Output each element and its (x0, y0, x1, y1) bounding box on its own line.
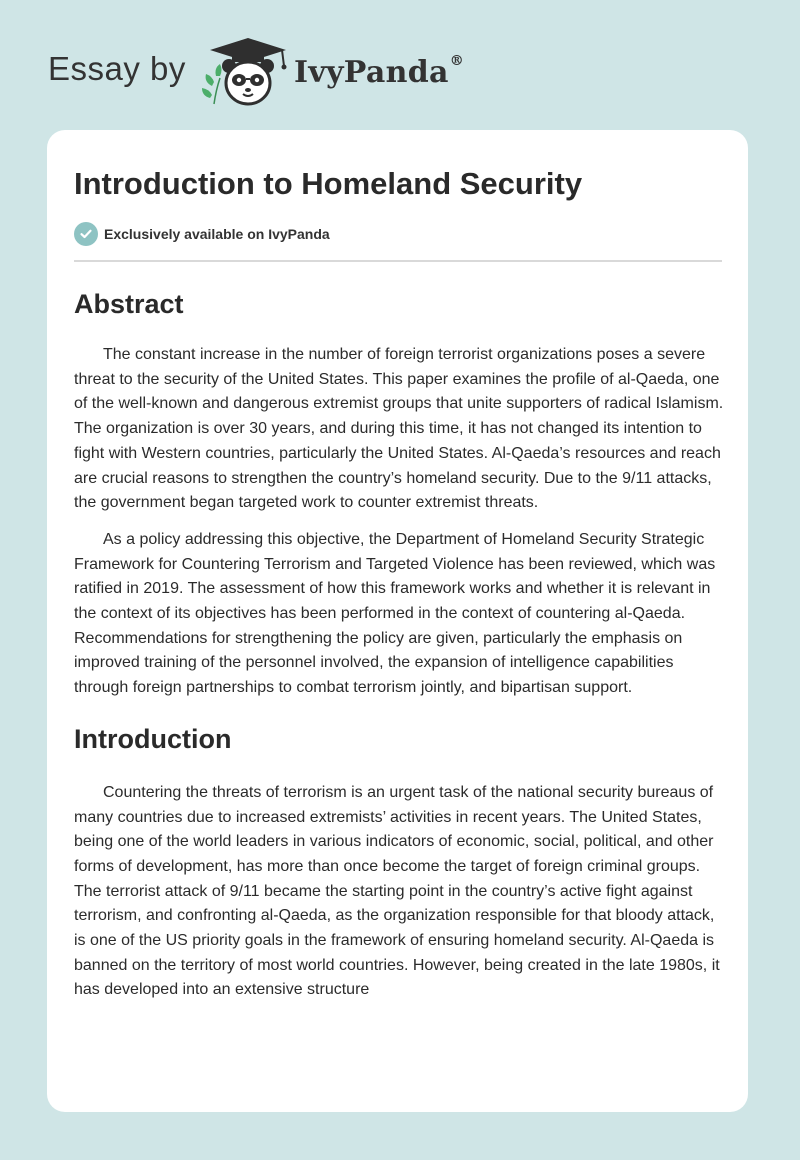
check-circle-icon (74, 222, 98, 246)
page-title: Introduction to Homeland Security (74, 166, 583, 201)
introduction-paragraph: Countering the threats of terrorism is an urgent task of the national security bureaus of many countries due to increased extremists’ activities in recent years. The United States, being one of the world leaders in various indicators of economic, social, political, and other forms of development, has more than once become the target of foreign criminal groups. The terrorist attack of 9/11 became the starting point in the country’s active fight against terrorism, and confronting al-Qaeda, as the organization responsible for that bloody attack, is one of the US priority goals in the framework of ensuring homeland security. Al-Qaeda is banned on the territory of most world countries. However, being created in the late 1980s, it has developed into an extensive structure (74, 783, 720, 999)
brand-name[interactable] (294, 55, 464, 90)
section-heading-abstract: Abstract (74, 289, 184, 319)
registered-mark: ® (449, 53, 465, 69)
brand-name-text: IvyPanda (294, 55, 449, 90)
exclusive-badge (74, 222, 330, 246)
essay-body (74, 280, 724, 1003)
title-divider (74, 260, 722, 262)
essay-card (47, 130, 748, 1112)
abstract-paragraph: The constant increase in the number of foreign terrorist organizations poses a severe threat to the security of the United States. This paper examines the profile of al-Qaeda, one of the well-known and dangerous extremist groups that unite supporters of radical Islamism. The organization is over 30 years, and during this time, it has not changed its intention to fight with Western countries, particularly the United States. Al-Qaeda’s resources and reach are crucial reasons to strengthen the country’s homeland security. Due to the 9/11 attacks, the government began targeted work to counter extremist threats. (74, 346, 724, 512)
section-heading-introduction: Introduction (74, 723, 232, 754)
exclusive-badge-text: Exclusively available on IvyPanda (104, 226, 330, 242)
site-header (0, 0, 800, 130)
panda-graduate-logo-icon[interactable] (198, 36, 296, 108)
essay-by-label: Essay by (48, 50, 186, 87)
abstract-paragraph: As a policy addressing this objective, the Department of Homeland Security Strategic Framework for Countering Terrorism and Targeted Violence has been reviewed, which was ratified in 2019. The assessment of how this framework works and whether it is relevant in the context of its objectives has been performed in the context of countering al-Qaeda. Recommendations for strengthening the policy are given, particularly the emphasis on improved training of the personnel involved, the expansion of intelligence capabilities through foreign partnerships to combat terrorism jointly, and bipartisan support. (74, 530, 716, 697)
